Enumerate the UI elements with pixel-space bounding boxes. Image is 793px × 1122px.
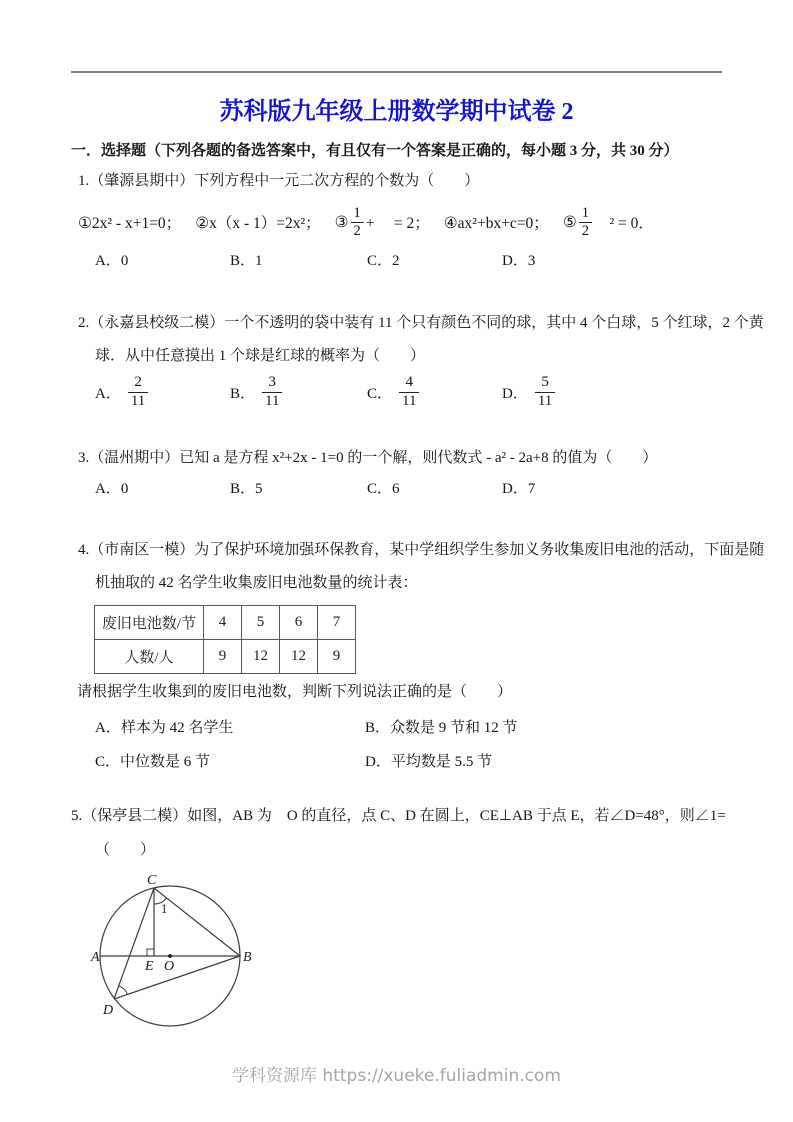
option-fraction	[535, 374, 555, 410]
fraction-numerator: 2	[134, 374, 142, 391]
q2-option-b	[230, 369, 284, 415]
option-letter: A．	[95, 385, 121, 402]
q3-option-a: A．0	[95, 481, 129, 497]
q3-option-d: D．7	[502, 481, 536, 497]
label-D: D	[103, 1003, 114, 1018]
fraction-numerator: 1	[353, 204, 361, 221]
q1-stem: 1.（肇源县期中）下列方程中一元二次方程的个数为（ ）	[78, 173, 480, 189]
option-letter: B．	[230, 385, 256, 402]
fraction-numerator: 4	[405, 374, 413, 391]
table-header-cell: 人数/人	[95, 640, 204, 674]
q5-circle-diagram	[90, 872, 262, 1032]
q1-eq5-prefix: ⑤	[562, 213, 577, 231]
q1-eq3-suffix: + = 2；	[365, 215, 430, 232]
q4-options-row1	[95, 716, 745, 736]
q2-options	[95, 369, 745, 415]
table-cell: 5	[242, 606, 280, 640]
q1-equation-4: ④ax²+bx+c=0；	[443, 215, 549, 232]
q2-stem-line2: 球．从中任意摸出 1 个球是红球的概率为（ ）	[95, 348, 426, 364]
header-rule	[71, 71, 722, 73]
q1-equation-row	[78, 199, 668, 245]
fraction-denominator: 11	[262, 392, 282, 410]
q1-eq3-fraction	[351, 205, 364, 239]
segment-CD	[114, 888, 154, 999]
q4-option-c: C．中位数是 6 节	[95, 754, 211, 770]
q2-option-d	[502, 369, 557, 415]
q4-stem-line1: 4.（市南区一模）为了保护环境加强环保教育，某中学组织学生参加义务收集废旧电池的活动，下面是随	[78, 542, 765, 558]
table-cell: 9	[204, 640, 242, 674]
q3-option-c: C．6	[367, 481, 400, 497]
table-cell: 12	[280, 640, 318, 674]
fraction-denominator: 11	[128, 392, 148, 410]
q4-option-a: A．样本为 42 名学生	[95, 720, 234, 736]
q3-options	[95, 477, 745, 497]
table-cell: 7	[318, 606, 356, 640]
fraction-denominator: 11	[535, 392, 555, 410]
fraction-denominator: 2	[351, 222, 364, 240]
q2-option-c	[367, 369, 421, 415]
table-cell: 4	[204, 606, 242, 640]
q2-stem-line1: 2.（永嘉县校级二模）一个不透明的袋中装有 11 个只有颜色不同的球，其中 4 个白球，5 个红球，2 个黄	[78, 315, 764, 331]
section-heading: 一．选择题（下列各题的备选答案中，有且仅有一个答案是正确的，每小题 3 分，共 30 分）	[71, 143, 679, 159]
table-header-cell: 废旧电池数/节	[95, 606, 204, 640]
option-fraction	[262, 374, 282, 410]
option-fraction	[128, 374, 148, 410]
table-row	[95, 606, 356, 640]
q3-stem: 3.（温州期中）已知 a 是方程 x²+2x - 1=0 的一个解，则代数式 - a² - 2a+8 的值为（ ）	[78, 450, 658, 466]
q1-options	[95, 249, 745, 269]
label-C: C	[147, 873, 157, 888]
q4-statistics-table	[94, 605, 356, 674]
fraction-numerator: 5	[541, 374, 549, 391]
q1-eq5-fraction	[579, 205, 592, 239]
angle-D-arc	[119, 986, 128, 995]
q4-stem-line2: 机抽取的 42 名学生收集废旧电池数量的统计表：	[95, 575, 418, 591]
q5-stem-line2: （ ）	[95, 842, 156, 858]
table-cell: 6	[280, 606, 318, 640]
q4-option-b: B．众数是 9 节和 12 节	[365, 720, 518, 736]
q2-option-a	[95, 369, 150, 415]
center-point-O	[168, 954, 172, 958]
q5-stem-line1: 5.（保亭县二模）如图，AB 为 O 的直径，点 C、D 在圆上，CE⊥AB 于点 E，若∠D=48°，则∠1=	[71, 808, 726, 824]
option-fraction	[399, 374, 419, 410]
q1-option-c: C．2	[367, 253, 400, 269]
q1-option-a: A．0	[95, 253, 129, 269]
q1-eq5-suffix: ² = 0．	[593, 215, 654, 232]
table-cell: 9	[318, 640, 356, 674]
q3-option-b: B．5	[230, 481, 263, 497]
fraction-numerator: 3	[268, 374, 276, 391]
label-angle-1: 1	[161, 902, 168, 916]
q1-equation-3	[335, 205, 430, 239]
q1-equation-5	[563, 205, 654, 239]
label-O: O	[164, 959, 175, 974]
page-title: 苏科版九年级上册数学期中试卷 2	[219, 99, 574, 125]
fraction-denominator: 2	[579, 222, 592, 240]
q4-options-row2	[95, 750, 745, 770]
fraction-numerator: 1	[581, 204, 589, 221]
footer-watermark: 学科资源库 https://xueke.fuliadmin.com	[232, 1066, 561, 1086]
table-row	[95, 640, 356, 674]
right-angle-mark	[147, 949, 154, 956]
q4-prompt: 请根据学生收集到的废旧电池数，判断下列说法正确的是（ ）	[77, 684, 513, 700]
q1-option-d: D．3	[502, 253, 536, 269]
segment-DB	[114, 956, 240, 999]
label-B: B	[243, 950, 252, 965]
q1-option-b: B．1	[230, 253, 263, 269]
option-letter: C．	[367, 385, 393, 402]
table-cell: 12	[242, 640, 280, 674]
q4-option-d: D．平均数是 5.5 节	[365, 754, 493, 770]
fraction-denominator: 11	[399, 392, 419, 410]
label-A: A	[91, 950, 100, 965]
q1-equation-1: ①2x² - x+1=0；	[78, 215, 182, 232]
label-E: E	[145, 959, 154, 974]
option-letter: D．	[502, 385, 528, 402]
q1-equation-2: ②x（x - 1）=2x²；	[195, 215, 321, 232]
q1-eq3-prefix: ③	[334, 213, 349, 231]
